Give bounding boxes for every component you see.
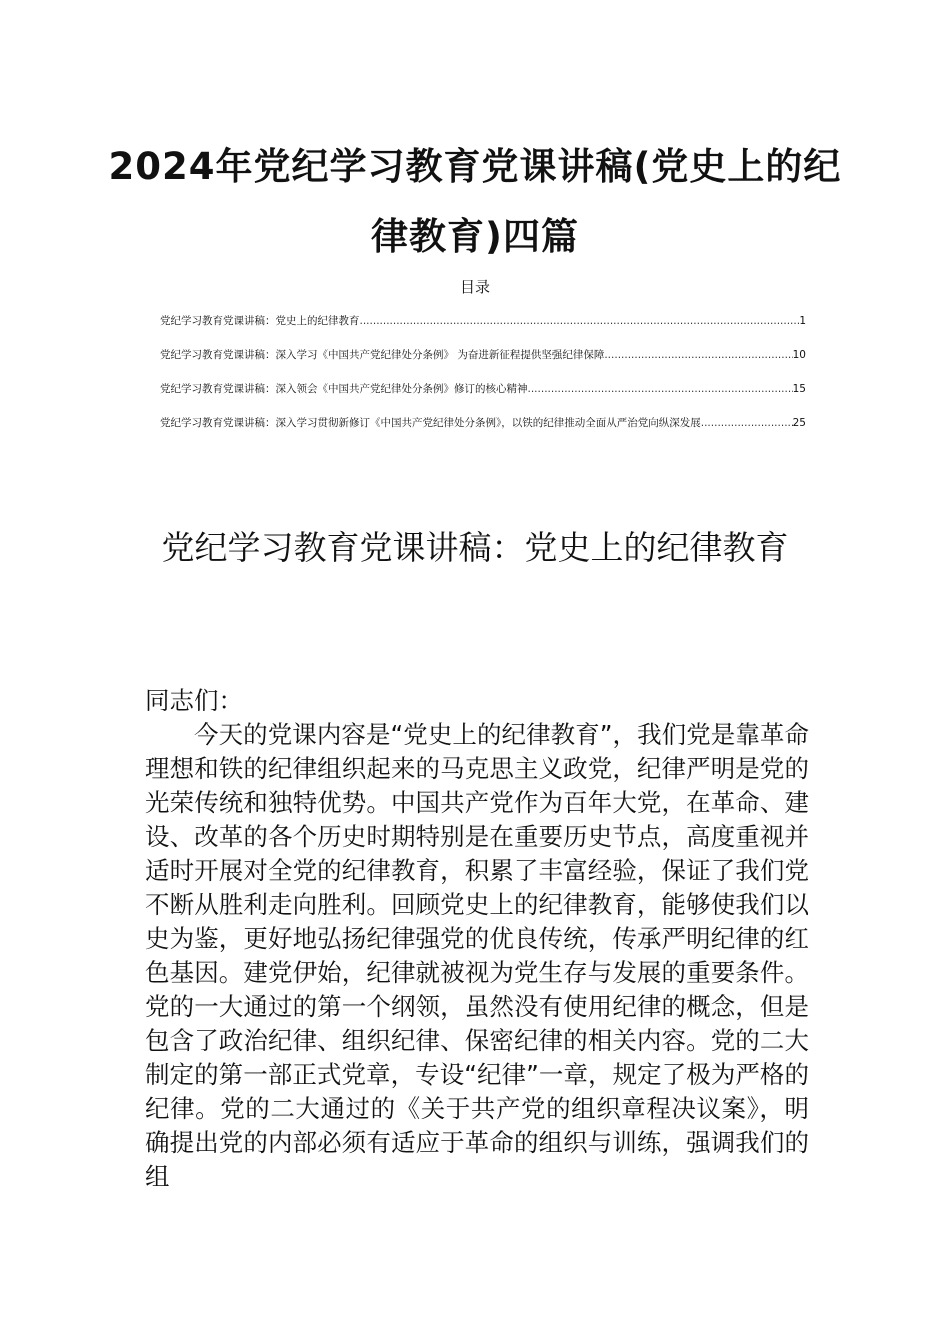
toc-entry-text: 党纪学习教育党课讲稿：深入学习贯彻新修订《中国共产党纪律处分条例》，以铁的纪律推动全面从严治党向纵深发展 [160, 417, 701, 429]
toc-entry-page: 25 [792, 417, 806, 429]
toc-entry-page: 1 [799, 315, 806, 327]
toc-entry[interactable] [160, 412, 806, 446]
toc-leader-dots [360, 310, 800, 332]
salutation: 同志们： [145, 686, 243, 715]
section-title: 党纪学习教育党课讲稿：党史上的纪律教育 [161, 528, 789, 567]
toc-entry[interactable] [160, 344, 806, 378]
toc-heading: 目录 [459, 278, 490, 296]
toc-entry-text: 党纪学习教育党课讲稿：深入学习《中国共产党纪律处分条例》 为奋进新征程提供坚强纪律保障 [160, 349, 605, 361]
body-text [145, 684, 809, 1194]
table-of-contents [160, 310, 806, 446]
toc-entry-text: 党纪学习教育党课讲稿：深入领会《中国共产党纪律处分条例》修订的核心精神 [160, 383, 528, 395]
body-paragraph: 今天的党课内容是“党史上的纪律教育”，我们党是靠革命理想和铁的纪律组织起来的马克思主义政党，纪律严明是党的光荣传统和独特优势。中国共产党作为百年大党，在革命、建设、改革的各个历史时期特别是在重要历史节点，高度重视并适时开展对全党的纪律教育，积累了丰富经验，保证了我们党不断从胜利走向胜利。回顾党史上的纪律教育，能够使我们以史为鉴，更好地弘扬纪律强党的优良传统，传承严明纪律的红色基因。建党伊始，纪律就被视为党生存与发展的重要条件。党的一大通过的第一个纲领，虽然没有使用纪律的概念，但是包含了政治纪律、组织纪律、保密纪律的相关内容。党的二大制定的第一部正式党章，专设“纪律”一章，规定了极为严格的纪律。党的二大通过的《关于共产党的组织章程决议案》，明确提出党的内部必须有适应于革命的组织与训练，强调我们的组 [145, 720, 809, 1191]
toc-leader-dots [528, 378, 793, 400]
toc-leader-dots [701, 412, 793, 434]
toc-leader-dots [604, 344, 792, 366]
toc-entry[interactable] [160, 310, 806, 344]
document-title: 2024年党纪学习教育党课讲稿(党史上的纪律教育)四篇 [108, 145, 842, 258]
toc-entry-text: 党纪学习教育党课讲稿：党史上的纪律教育 [160, 315, 360, 327]
toc-entry[interactable] [160, 378, 806, 412]
toc-entry-page: 15 [792, 383, 806, 395]
toc-entry-page: 10 [792, 349, 806, 361]
